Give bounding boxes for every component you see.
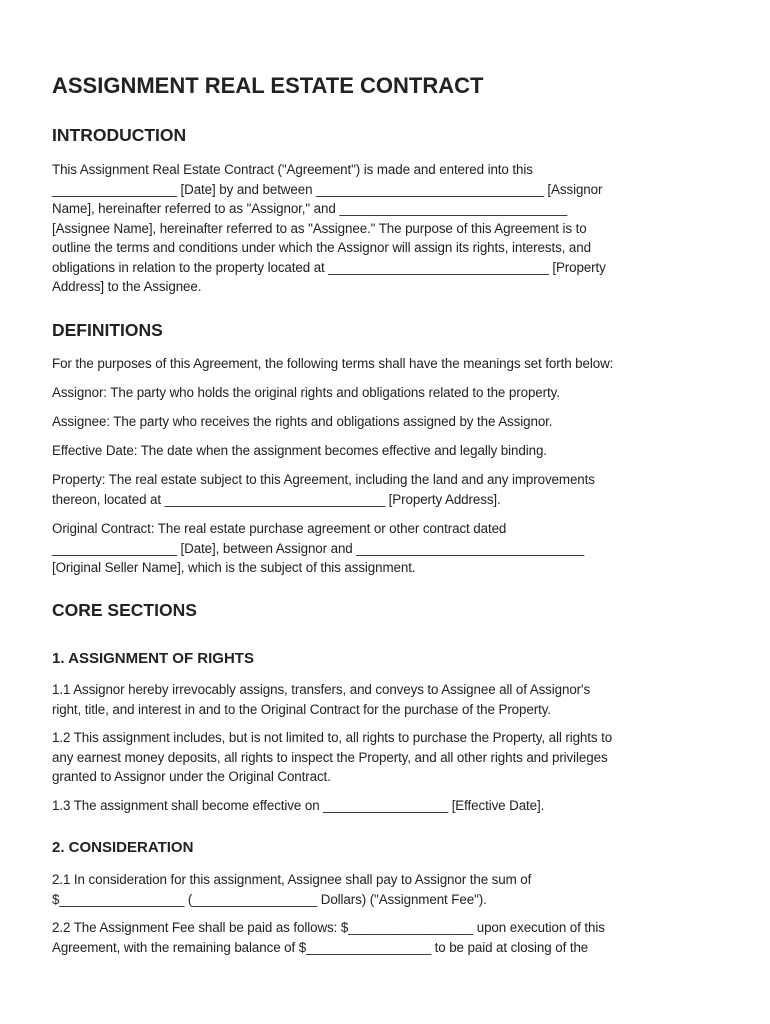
introduction-paragraph: This Assignment Real Estate Contract ("Agreement") is made and entered into this _________________ [Date] by and between _______________________________ [Assignor Name], hereinafter referred to as "Assignor," and _______________________________ [Assignee Name], hereinafter referred to as "Assignee." The purpose of this Agreement is to outline the terms and conditions under which the Assignor will assign its rights, interests, and obligations in relation to the property located at ______________________________ [Property Address] to the Assignee.: [52, 162, 606, 294]
document-title: ASSIGNMENT REAL ESTATE CONTRACT: [52, 73, 484, 98]
definition-effective-date: Effective Date: The date when the assignment becomes effective and legally binding.: [52, 443, 547, 458]
core-sections-heading: CORE SECTIONS: [52, 600, 197, 620]
definitions-intro: For the purposes of this Agreement, the following terms shall have the meanings set forth below:: [52, 356, 614, 371]
introduction-heading: INTRODUCTION: [52, 125, 187, 145]
section-2-heading: 2. CONSIDERATION: [52, 839, 194, 856]
clause-1-1: 1.1 Assignor hereby irrevocably assigns, transfers, and conveys to Assignee all of Assignor's right, title, and interest in and to the Original Contract for the purchase of the Property.: [52, 682, 591, 717]
section-1-heading: 1. ASSIGNMENT OF RIGHTS: [52, 650, 254, 667]
definitions-heading: DEFINITIONS: [52, 320, 163, 340]
definition-original-contract: Original Contract: The real estate purchase agreement or other contract dated _________________ [Date], between Assignor and _______________________________ [Original Seller Name], which is the subject of this assignment.: [52, 521, 585, 575]
clause-2-2: 2.2 The Assignment Fee shall be paid as follows: $_________________ upon execution of this Agreement, with the remaining balance of $_________________ to be paid at closing of the: [52, 920, 605, 955]
clause-1-2: 1.2 This assignment includes, but is not limited to, all rights to purchase the Property, all rights to any earnest money deposits, all rights to inspect the Property, and all other rights and privileges granted to Assignor under the Original Contract.: [52, 730, 613, 784]
clause-2-1: 2.1 In consideration for this assignment, Assignee shall pay to Assignor the sum of $_________________ (_________________ Dollars) ("Assignment Fee").: [52, 872, 532, 907]
definition-assignee: Assignee: The party who receives the rights and obligations assigned by the Assignor.: [52, 414, 553, 429]
definition-property: Property: The real estate subject to this Agreement, including the land and any improvements thereon, located at ______________________________ [Property Address].: [52, 472, 595, 507]
definition-assignor: Assignor: The party who holds the original rights and obligations related to the property.: [52, 385, 560, 400]
clause-1-3: 1.3 The assignment shall become effective on _________________ [Effective Date].: [52, 798, 545, 813]
